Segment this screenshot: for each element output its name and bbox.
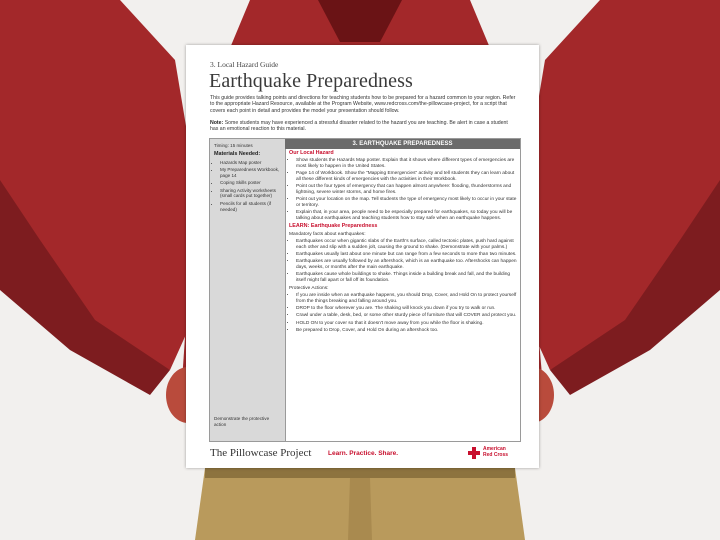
protective-actions-intro: Protective Actions:	[289, 286, 329, 292]
page-footer	[186, 443, 539, 468]
list-item: • DROP to the floor wherever you are. The shaking will knock you down if you try to walk or run.	[296, 306, 517, 312]
intro-paragraph: This guide provides talking points and directions for teaching students how to be prepared for a hazard common to your region. Refer to the appropriate Hazard Resource, available at the Program Website, www.redcross.com/the-pillowcase-project, for a script that covers each point in detail and provides the model your presentation should follow.	[210, 95, 516, 114]
list-item: • Explain that, in your area, people need to be especially prepared for earthquakes, so today you will be talking about earthquakes and teaching students how to stay safe when an earthquake happens.	[296, 210, 517, 222]
section-kicker: 3. Local Hazard Guide	[210, 60, 279, 69]
section-banner: 3. EARTHQUAKE PREPAREDNESS	[285, 139, 520, 149]
list-item: • Point out the four types of emergency that can happen almost anywhere: flooding, thunderstorms and lightning, severe winter storms, and home fires.	[296, 184, 517, 196]
document-title: Earthquake Preparedness	[209, 70, 413, 92]
materials-item: • My Preparedness Workbook, page 14	[220, 167, 288, 179]
demo-note: Demonstrate the protective action	[214, 416, 270, 427]
local-hazard-list	[289, 158, 517, 222]
list-item: • Crawl under a table, desk, bed, or some other sturdy piece of furniture that will COVER and protect you.	[296, 313, 517, 319]
red-cross-line1: American	[483, 446, 506, 452]
materials-sidebar	[210, 139, 285, 441]
facts-list	[289, 239, 517, 284]
list-item: • Show students the Hazards Map poster. Explain that it shows where different types of emergencies are most likely to happen in the United States.	[296, 158, 517, 170]
list-item: • Earthquakes occur when gigantic slabs of the Earth's surface, called tectonic plates, push hard against each other and slip with a sudden jolt, causing the ground to shake. (Demonstrate with your palms.)	[296, 239, 517, 251]
note-label: Note:	[210, 120, 224, 126]
lesson-content	[289, 151, 517, 336]
list-item: • Point out your location on the map. Tell students the type of emergency most likely to occur in your state or territory.	[296, 197, 517, 209]
handout-page	[186, 45, 539, 468]
facts-intro: Mandatory facts about earthquakes:	[289, 232, 366, 238]
materials-item: • Hazards Map poster	[220, 160, 288, 166]
list-item: • Earthquakes cause whole buildings to shake. Things inside a building break and fall, and the building itself might fall apart or fall off its foundation.	[296, 272, 517, 284]
section-title-local-hazard: Our Local Hazard	[289, 150, 334, 156]
list-item: • Be prepared to Drop, Cover, and Hold On during an aftershock too.	[296, 328, 517, 334]
materials-heading: Materials Needed:	[214, 151, 261, 157]
timing-label: Timing: 15 minutes	[214, 143, 253, 148]
materials-item: • Sharing Activity worksheets (small cards put together)	[220, 188, 288, 200]
note-paragraph	[210, 120, 516, 133]
red-cross-icon	[468, 447, 480, 459]
list-item: • Page 14 of Workbook. Show the "Mapping Emergencies" activity and tell students they can learn about all these different kinds of emergencies with the activities in their Workbook.	[296, 171, 517, 183]
materials-item: • Coping Skills poster	[220, 180, 288, 186]
list-item: • Earthquakes usually last about one minute but can range from a few seconds to more than two minutes.	[296, 252, 517, 258]
list-item: • HOLD ON to your cover so that it doesn't move away from you while the floor is shaking.	[296, 321, 517, 327]
note-text: Some students may have experienced a stressful disaster related to the hazard you are teaching. Be alert in case a student has an emotional reaction to this material.	[210, 120, 508, 133]
red-cross-line2: Red Cross	[483, 451, 509, 458]
footer-brand: The Pillowcase Project	[210, 447, 312, 459]
section-title-learn: LEARN: Earthquake Preparedness	[289, 223, 378, 230]
materials-list	[214, 160, 288, 214]
lesson-table	[209, 138, 521, 442]
list-item: • If you are inside when an earthquake happens, you should Drop, Cover, and Hold On to protect yourself from the things breaking and falling around you.	[296, 293, 517, 305]
list-item: • Earthquakes are usually followed by an aftershock, which is an earthquake too. Aftershocks can happen days, weeks, or months after the main earthquake.	[296, 259, 517, 271]
materials-item: • Pencils for all students (if needed)	[220, 201, 288, 213]
protective-actions-list	[289, 293, 517, 334]
red-cross-wordmark	[483, 447, 508, 458]
footer-tagline: Learn. Practice. Share.	[328, 450, 399, 457]
